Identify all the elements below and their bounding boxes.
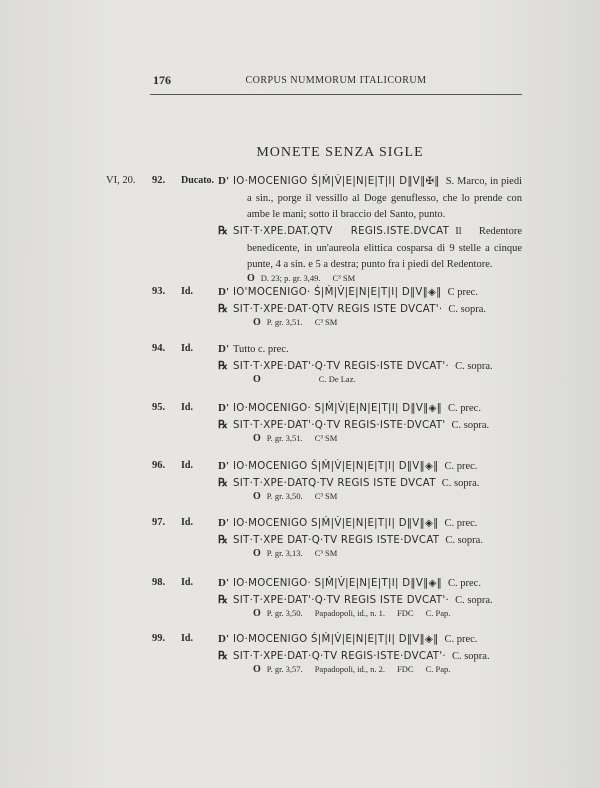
entry-number: 95. — [152, 402, 166, 413]
reverse-description: C. sopra. — [445, 534, 483, 546]
section-title: MONETE SENZA SIGLE — [256, 145, 424, 160]
obverse-description: C. prec. — [448, 578, 481, 589]
specimen-mark: O — [253, 374, 261, 385]
reverse-line — [218, 417, 522, 435]
obverse-legend: IO·MOCENIGO· S|Ṁ|V̇|E|N|E|T|I| D‖V‖◈‖ — [233, 578, 443, 589]
denomination: Id. — [181, 343, 193, 354]
reverse-legend: SIT·T·XPE·DAT'·Q·TV REGIS ISTE DVCAT'· — [233, 594, 450, 606]
reverse-legend: SIT·T·XPE·DATQ·TV REGIS ISTE DVCAT — [233, 477, 436, 489]
specimen-info — [253, 374, 368, 385]
reverse-legend: SIT·T·XPE·DAT·QTV REGIS ISTE DVCAT'· — [233, 303, 443, 315]
specimen-detail: Papadopoli, id., n. 2. — [314, 664, 386, 674]
reverse-line — [218, 301, 522, 319]
entry-number: 96. — [152, 460, 166, 471]
page-number: 176 — [153, 73, 171, 87]
entry-number: 98. — [152, 577, 166, 588]
specimen-detail: C³ SM — [332, 273, 356, 283]
specimen-info — [253, 664, 462, 675]
specimen-detail: C³ SM — [314, 317, 338, 327]
obverse-line — [218, 458, 522, 476]
specimen-detail: Papadopoli, id., n. 1. — [314, 608, 386, 618]
reverse-description: C. sopra. — [455, 360, 493, 372]
obverse-sigil: D' — [218, 517, 229, 529]
reverse-sigil: ℞ — [218, 359, 228, 372]
plate-reference: VI, 20. — [106, 175, 136, 186]
specimen-info — [253, 548, 349, 559]
specimen-detail: P. gr. 3,13. — [266, 548, 303, 558]
specimen-detail: C³ SM — [314, 491, 338, 501]
specimen-detail: C. Pap. — [425, 608, 451, 618]
reverse-line — [218, 475, 522, 493]
specimen-detail: P. gr. 3,51. — [266, 433, 303, 443]
obverse-sigil: D' — [218, 343, 229, 355]
reverse-sigil: ℞ — [218, 302, 228, 315]
entry-number: 92. — [152, 175, 166, 186]
specimen-info — [253, 491, 349, 502]
obverse-description: S. Marco, in piedi a sin., porge il vessillo al Doge genuflesso, che lo prende con ambe le mani; sotto il braccio del Santo, punto. — [247, 176, 523, 220]
specimen-detail: P. gr. 3,50. — [266, 608, 303, 618]
obverse-description: C. prec. — [444, 461, 478, 472]
specimen-info — [253, 433, 349, 444]
reverse-description: C. sopra. — [448, 303, 487, 315]
reverse-sigil: ℞ — [218, 418, 228, 431]
reverse-sigil: ℞ — [218, 225, 228, 237]
denomination: Id. — [181, 577, 193, 588]
reverse-legend: SIT·T·XPE.DAT.QTV REGIS.ISTE.DVCAT — [233, 226, 450, 237]
entry-number: 97. — [152, 517, 166, 528]
obverse-line — [218, 575, 522, 593]
obverse-sigil: D' — [218, 286, 229, 298]
reverse-description: C. sopra. — [441, 477, 480, 489]
reverse-legend: SIT·T·XPE·DAT'·Q·TV REGIS·ISTE·DVCAT' — [233, 419, 446, 431]
obverse-sigil: D' — [218, 175, 229, 187]
specimen-info — [247, 273, 367, 284]
obverse-legend: IO·MOCENIGO Ś|Ṁ|V̇|E|N|E|T|I| D‖V‖◈‖ — [233, 634, 439, 645]
obverse-line — [218, 631, 522, 649]
reverse-legend: SIT·T·XPE·DAT'·Q·TV REGIS·ISTE DVCAT'· — [233, 360, 450, 372]
obverse-sigil: D' — [218, 633, 229, 645]
specimen-mark: O — [253, 608, 261, 619]
obverse-legend: IO·MOCENIGO S|Ṁ|V̇|E|N|E|T|I| D‖V‖◈‖ — [233, 518, 439, 529]
reverse-legend: SIT·T·XPE DAT·Q·TV REGIS ISTE·DVCAT — [233, 534, 440, 546]
obverse-legend: IO·MOCENIGO Ś|Ṁ|V̇|E|N|E|T|I| D‖V‖✠‖ — [233, 176, 440, 187]
header-rule — [150, 94, 522, 95]
specimen-detail: D. 23; p. gr. 3,49. — [260, 273, 321, 283]
specimen-detail: FDC — [397, 664, 414, 674]
reverse-line — [218, 648, 522, 666]
obverse-line — [218, 400, 522, 418]
obverse-sigil: D' — [218, 402, 229, 414]
obverse-sigil: D' — [218, 577, 229, 589]
obverse-line — [218, 515, 522, 533]
denomination: Id. — [181, 460, 193, 471]
reverse-sigil: ℞ — [218, 593, 228, 606]
denomination: Id. — [181, 517, 193, 528]
specimen-mark: O — [247, 273, 255, 284]
reverse-description: C. sopra. — [455, 594, 493, 606]
reverse-description: C. sopra. — [451, 650, 490, 662]
specimen-detail: C³ SM — [314, 433, 338, 443]
obverse-sigil: D' — [218, 460, 229, 472]
specimen-mark: O — [253, 548, 261, 559]
denomination: Id. — [181, 286, 193, 297]
specimen-detail: P. gr. 3,51. — [266, 317, 303, 327]
specimen-mark: O — [253, 433, 261, 444]
reverse-line — [218, 223, 522, 274]
reverse-sigil: ℞ — [218, 533, 228, 546]
reverse-line — [218, 358, 522, 376]
running-title: CORPUS NUMMORUM ITALICORUM — [245, 75, 427, 86]
specimen-mark: O — [253, 664, 261, 675]
specimen-info — [253, 317, 349, 328]
specimen-mark: O — [253, 491, 261, 502]
reverse-sigil: ℞ — [218, 649, 228, 662]
specimen-mark: O — [253, 317, 261, 328]
obverse-legend: IO·MOCENIGO Ś|Ṁ|V̇|E|N|E|T|I| D‖V‖◈‖ — [233, 461, 439, 472]
denomination: Ducato. — [181, 175, 215, 186]
reverse-description: C. sopra. — [451, 419, 490, 431]
entry-number: 99. — [152, 633, 166, 644]
reverse-description: Il Redentore benedicente, in un'aureola elittica cosparsa di 9 stelle a cinque punte, 4 a sin. e 5 a destra; punto fra i piedi del Redentore. — [247, 226, 522, 270]
obverse-description: C prec. — [447, 287, 478, 298]
obverse-line — [218, 284, 522, 302]
denomination: Id. — [181, 633, 193, 644]
obverse-line — [218, 173, 523, 224]
specimen-detail: C. De Laz. — [318, 374, 356, 384]
specimen-detail: P. gr. 3,50. — [266, 491, 303, 501]
specimen-detail: FDC — [397, 608, 414, 618]
obverse-description: C. prec. — [444, 634, 478, 645]
reverse-sigil: ℞ — [218, 476, 228, 489]
entry-number: 93. — [152, 286, 166, 297]
obverse-description: Tutto c. prec. — [233, 344, 289, 355]
specimen-detail: P. gr. 3,57. — [266, 664, 303, 674]
obverse-legend: IO·MOCENIGO· S|Ṁ|V̇|E|N|E|T|I| D‖V‖◈‖ — [233, 403, 443, 414]
obverse-legend: IO'MOCENIGO· Ś|Ṁ|V̇|E|N|E|T|I| D‖V‖◈‖ — [233, 287, 442, 298]
obverse-description: C. prec. — [444, 518, 478, 529]
obverse-description: C. prec. — [448, 403, 481, 414]
specimen-detail: C. Pap. — [425, 664, 451, 674]
specimen-detail: C³ SM — [314, 548, 338, 558]
obverse-line — [218, 341, 522, 359]
specimen-info — [253, 608, 462, 619]
denomination: Id. — [181, 402, 193, 413]
entry-number: 94. — [152, 343, 166, 354]
reverse-legend: SIT·T·XPE·DAT·Q·TV REGIS·ISTE·DVCAT'· — [233, 650, 446, 662]
reverse-line — [218, 532, 522, 550]
reverse-line — [218, 592, 522, 610]
